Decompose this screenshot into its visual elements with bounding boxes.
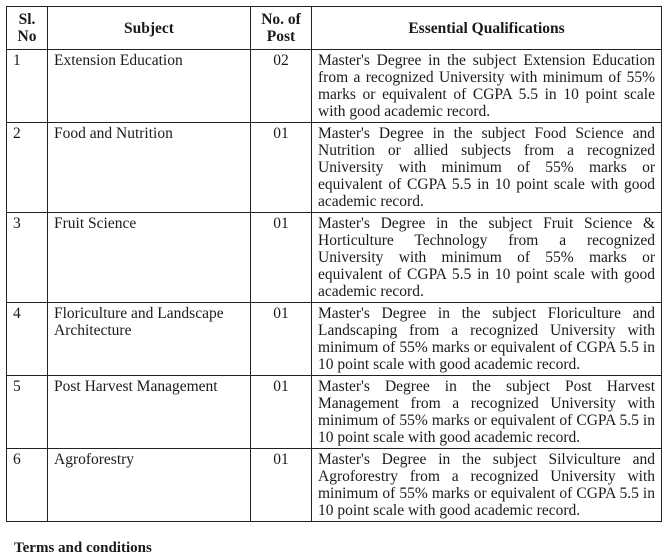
- row-sl-no: 2: [7, 123, 48, 213]
- row-sl-no: 1: [7, 50, 48, 123]
- table-row: [7, 123, 662, 213]
- row-sl-no: 4: [7, 303, 48, 376]
- table-row: [7, 213, 662, 303]
- row-subject: Fruit Science: [48, 213, 251, 303]
- row-no-of-post: 01: [251, 213, 312, 303]
- row-sl-no: 5: [7, 376, 48, 449]
- header-no-of-post: No. of Post: [251, 7, 312, 50]
- row-subject: Extension Education: [48, 50, 251, 123]
- row-subject: Agroforestry: [48, 449, 251, 522]
- row-qualification: Master's Degree in the subject Food Science and Nutrition or allied subjects from a recognized University with minimum of 55% marks or equivalent of CGPA 5.5 in 10 point scale with good academic record.: [312, 123, 662, 213]
- row-subject: Post Harvest Management: [48, 376, 251, 449]
- row-sl-no: 6: [7, 449, 48, 522]
- table-header-row: [7, 7, 662, 50]
- header-sl-no: Sl. No: [7, 7, 48, 50]
- row-subject: Floriculture and Landscape Architecture: [48, 303, 251, 376]
- row-sl-no: 3: [7, 213, 48, 303]
- row-no-of-post: 01: [251, 449, 312, 522]
- row-qualification: Master's Degree in the subject Floriculture and Landscaping from a recognized University with minimum of 55% marks or equivalent of CGPA 5.5 in 10 point scale with good academic record.: [312, 303, 662, 376]
- table-row: [7, 449, 662, 522]
- table-row: [7, 303, 662, 376]
- header-essential-qualifications: Essential Qualifications: [312, 7, 662, 50]
- table-row: [7, 50, 662, 123]
- row-qualification: Master's Degree in the subject Extension Education from a recognized University with minimum of 55% marks or equivalent of CGPA 5.5 in 10 point scale with good academic record.: [312, 50, 662, 123]
- row-qualification: Master's Degree in the subject Silviculture and Agroforestry from a recognized University with minimum of 55% marks or equivalent of CGPA 5.5 in 10 point scale with good academic record.: [312, 449, 662, 522]
- row-no-of-post: 01: [251, 123, 312, 213]
- row-qualification: Master's Degree in the subject Fruit Science & Horticulture Technology from a recognized University with minimum of 55% marks or equivalent of CGPA 5.5 in 10 point scale with good academic record.: [312, 213, 662, 303]
- row-qualification: Master's Degree in the subject Post Harvest Management from a recognized University with minimum of 55% marks or equivalent of CGPA 5.5 in 10 point scale with good academic record.: [312, 376, 662, 449]
- terms-heading: Terms and conditions: [14, 540, 152, 556]
- row-no-of-post: 01: [251, 376, 312, 449]
- qualifications-table: [6, 6, 662, 522]
- row-subject: Food and Nutrition: [48, 123, 251, 213]
- header-subject: Subject: [48, 7, 251, 50]
- row-no-of-post: 01: [251, 303, 312, 376]
- table-row: [7, 376, 662, 449]
- row-no-of-post: 02: [251, 50, 312, 123]
